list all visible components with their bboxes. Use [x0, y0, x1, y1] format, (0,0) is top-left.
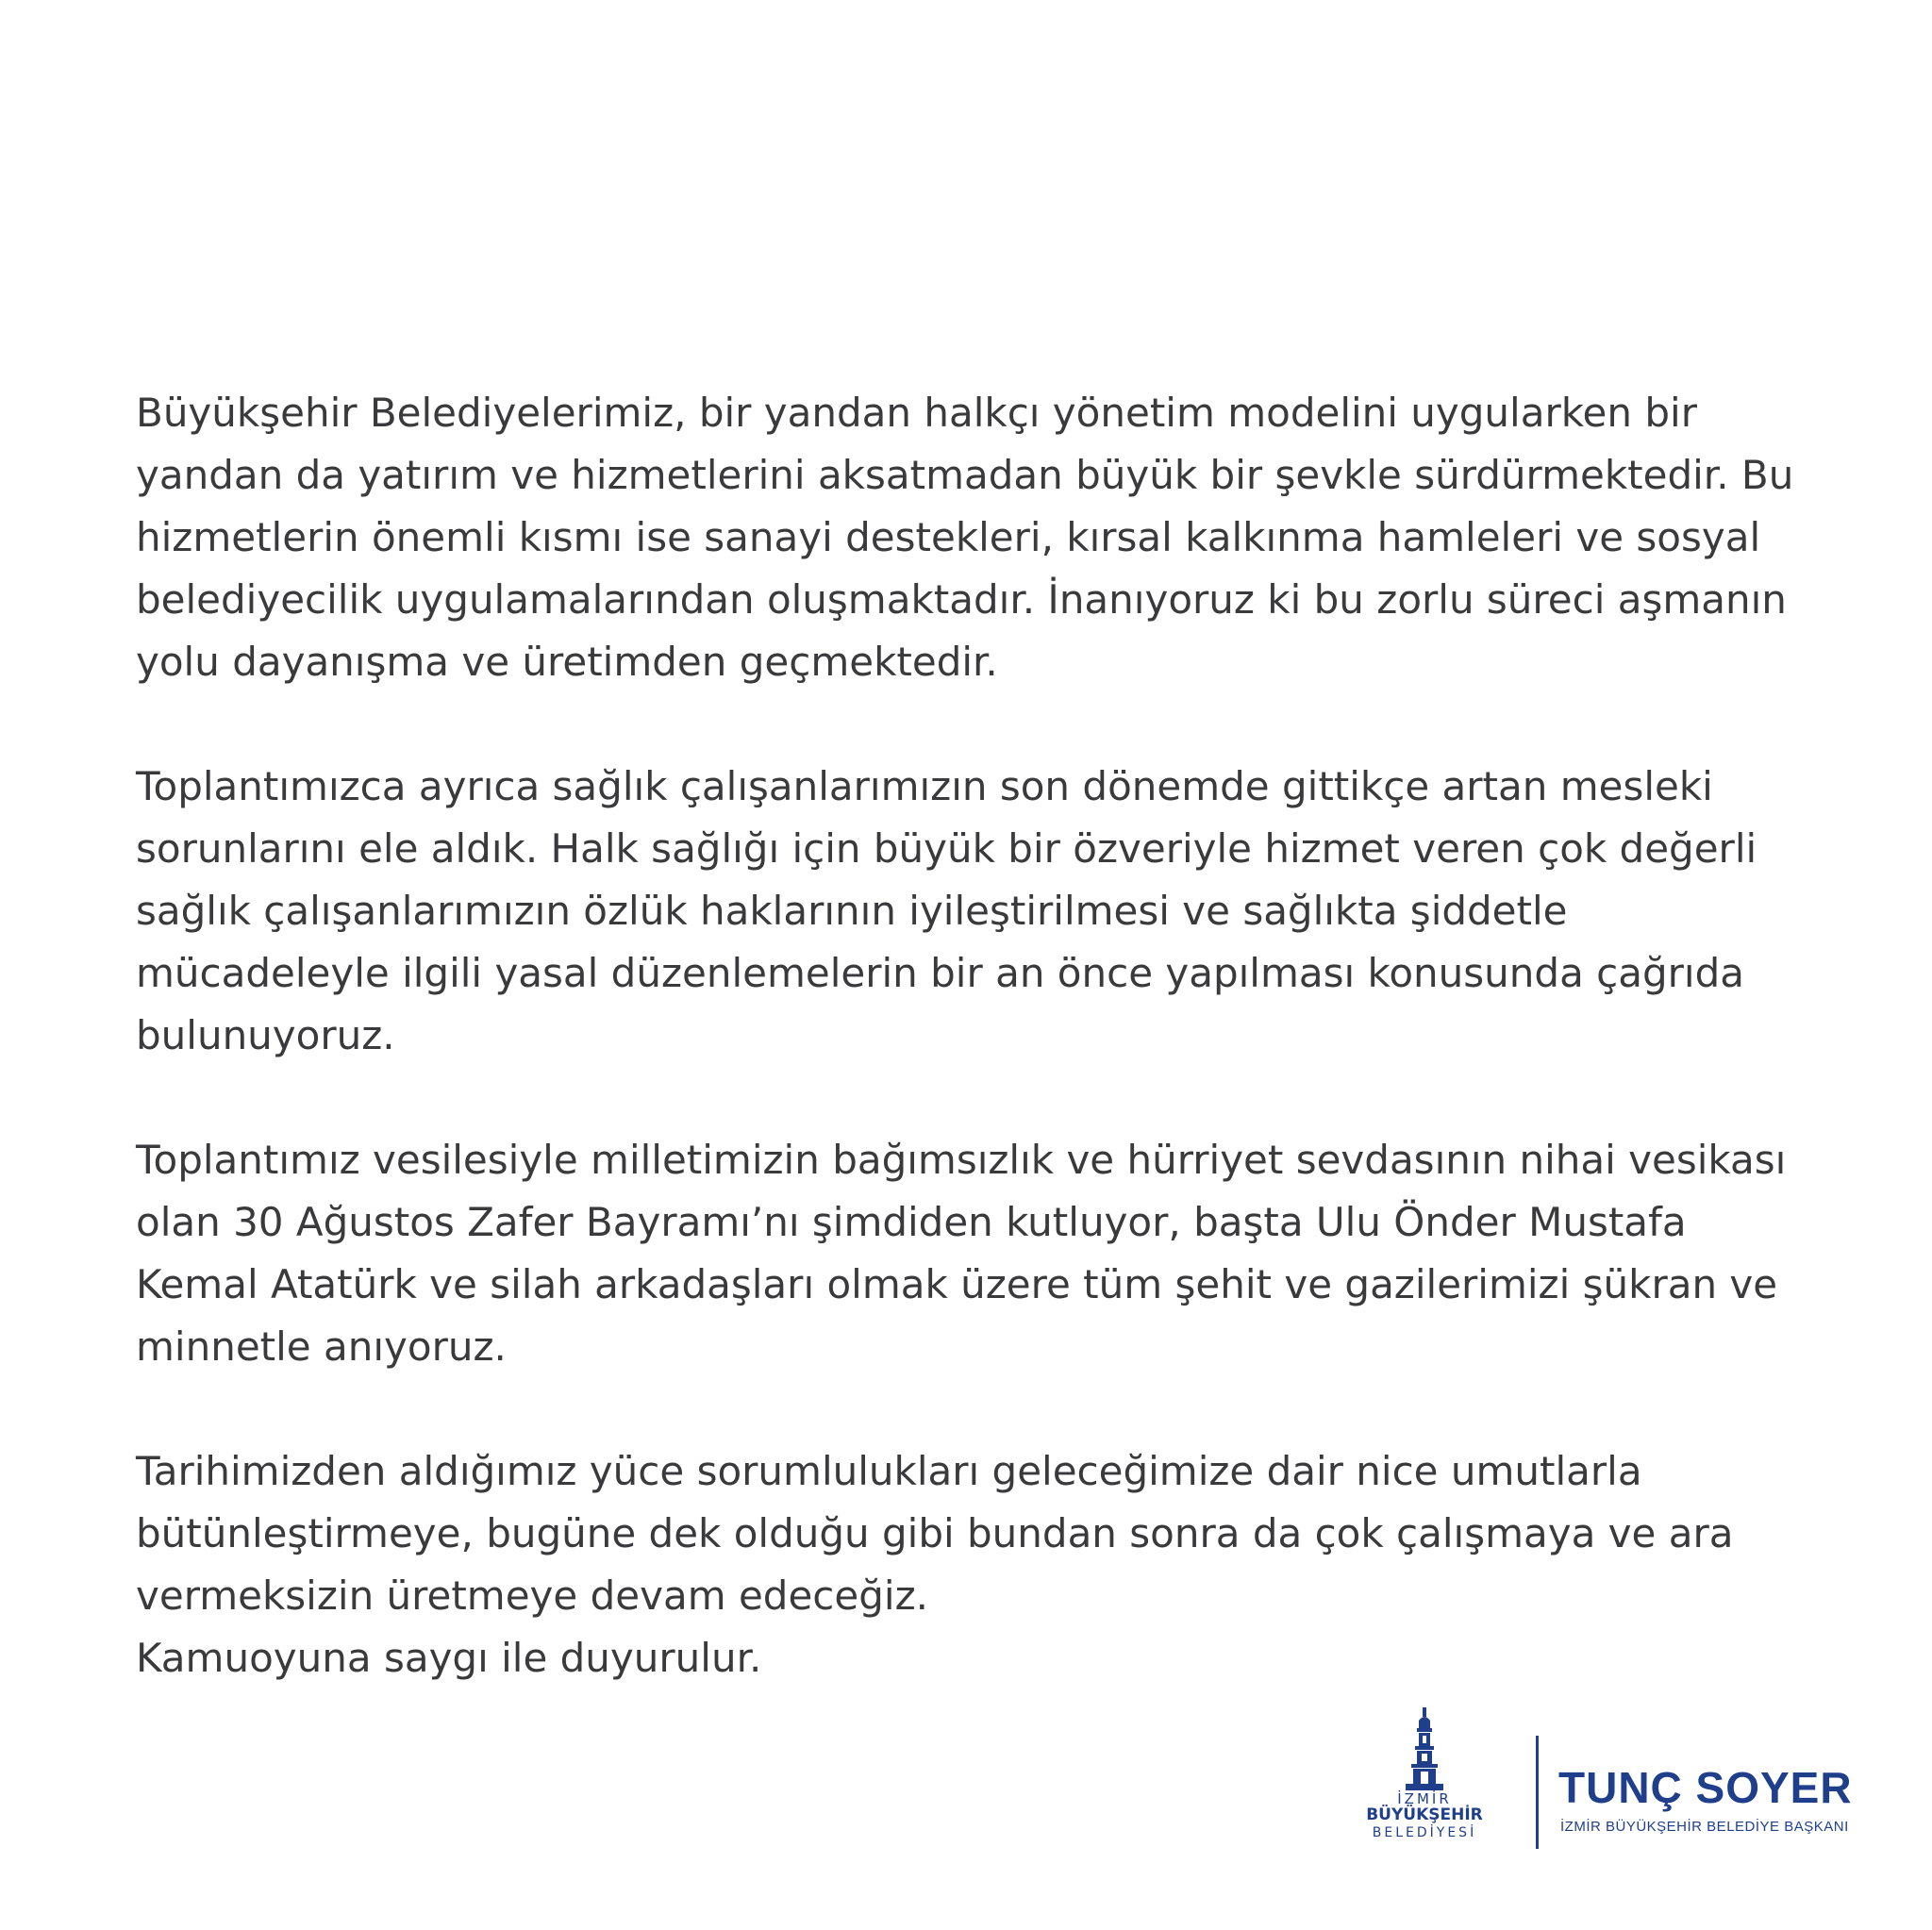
- logo-name-text: BÜYÜKŞEHİR: [1366, 1805, 1483, 1824]
- text-line: vermeksizin üretmeye devam edeceğiz.: [136, 1572, 928, 1619]
- text-line: bütünleştirmeye, bugüne dek olduğu gibi bundan sonra da çok çalışmaya ve ara: [136, 1510, 1734, 1556]
- paragraph-4: [136, 1440, 1834, 1689]
- text-line: olan 30 Ağustos Zafer Bayramı’nı şimdiden kutluyor, başta Ulu Önder Mustafa: [136, 1199, 1687, 1245]
- logo-city-text: İZMİR: [1397, 1790, 1452, 1807]
- text-line: mücadeleyle ilgili yasal düzenlemelerin bir an önce yapılması konusunda çağrıda: [136, 950, 1744, 996]
- text-line: bulunuyoruz.: [136, 1012, 395, 1058]
- press-statement: [136, 382, 1834, 1689]
- paragraph-1: [136, 382, 1834, 693]
- mayor-title: İZMİR BÜYÜKŞEHİR BELEDİYE BAŞKANI: [1560, 1819, 1849, 1835]
- text-line: Toplantımızca ayrıca sağlık çalışanlarımızın son dönemde gittikçe artan mesleki: [136, 763, 1713, 809]
- text-line: Tarihimizden aldığımız yüce sorumlulukları geleceğimize dair nice umutlarla: [136, 1448, 1642, 1494]
- text-line: Toplantımız vesilesiyle milletimizin bağımsızlık ve hürriyet sevdasının nihai vesikası: [136, 1137, 1787, 1183]
- paragraph-2: [136, 756, 1834, 1067]
- mayor-name: TUNÇ SOYER: [1558, 1763, 1853, 1812]
- text-line: belediyecilik uygulamalarından oluşmaktadır. İnanıyoruz ki bu zorlu süreci aşmanın: [136, 576, 1787, 623]
- logo-sub-text: BELEDİYESİ: [1372, 1825, 1477, 1840]
- signature-footer: [1340, 1707, 1868, 1849]
- text-line: sağlık çalışanlarımızın özlük haklarının iyileştirilmesi ve sağlıkta şiddetle: [136, 888, 1568, 934]
- text-line: yolu dayanışma ve üretimden geçmektedir.: [136, 639, 998, 685]
- text-line: Büyükşehir Belediyelerimiz, bir yandan halkçı yönetim modelini uygularken bir: [136, 390, 1697, 436]
- text-line: hizmetlerin önemli kısmı ise sanayi destekleri, kırsal kalkınma hamleleri ve sosyal: [136, 514, 1761, 560]
- text-line: Kemal Atatürk ve silah arkadaşları olmak üzere tüm şehit ve gazilerimizi şükran ve: [136, 1261, 1778, 1307]
- text-line: minnetle anıyoruz.: [136, 1323, 507, 1370]
- text-line: sorunlarını ele aldık. Halk sağlığı için büyük bir özveriyle hizmet veren çok değerli: [136, 825, 1757, 872]
- paragraph-3: [136, 1129, 1834, 1378]
- clock-tower-icon: [1398, 1707, 1451, 1790]
- text-line: yandan da yatırım ve hizmetlerini aksatmadan büyük bir şevkle sürdürmektedir. Bu: [136, 452, 1794, 498]
- closing-line: Kamuoyuna saygı ile duyurulur.: [136, 1635, 762, 1681]
- logo-divider: [1536, 1736, 1539, 1849]
- izmir-municipality-logo: [1340, 1707, 1509, 1849]
